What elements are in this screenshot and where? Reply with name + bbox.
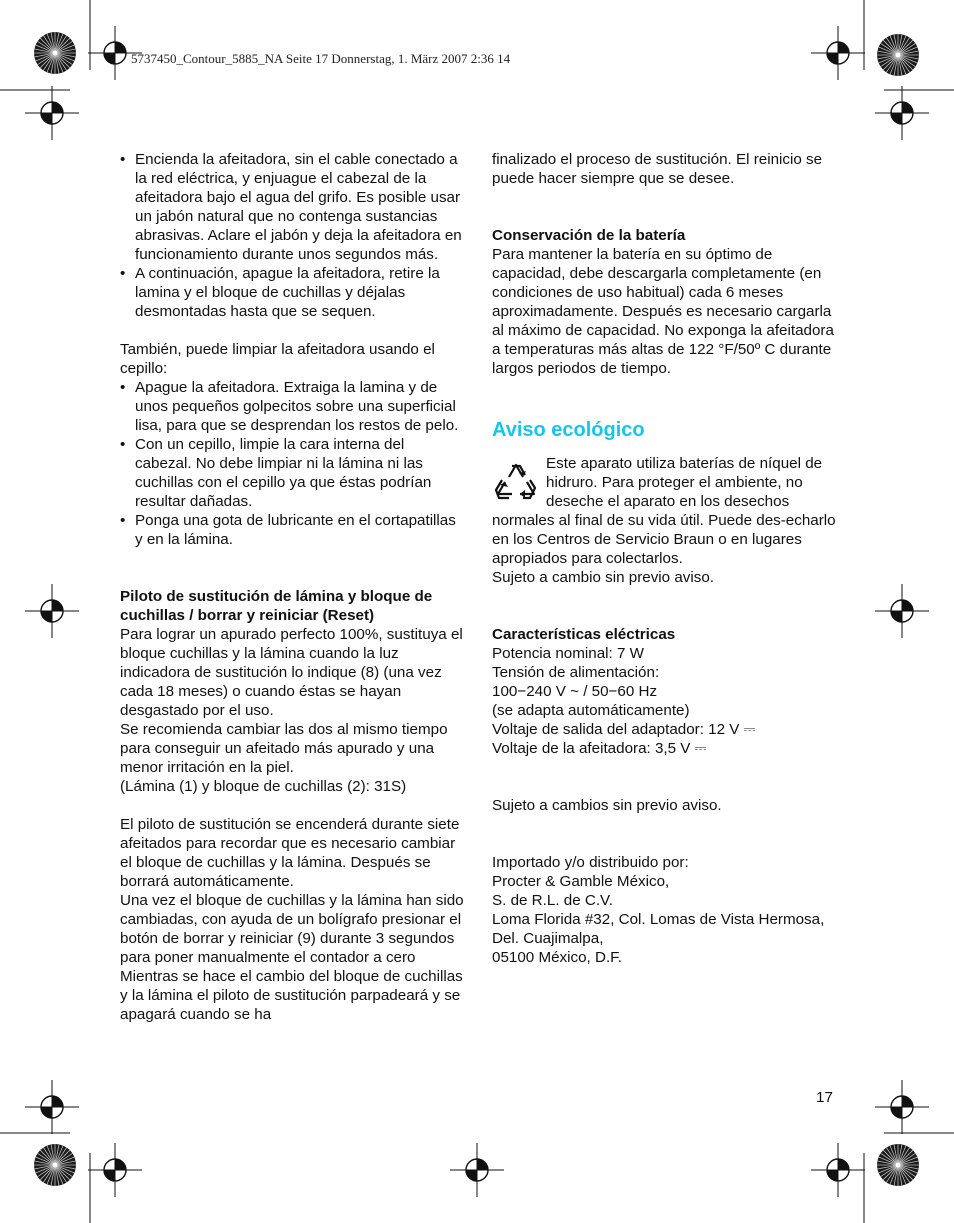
list-item: • Encienda la afeitadora, sin el cable conectado a la red eléctrica, y enjuague el cabezal de la afeitadora bajo el agua del grifo. Es posible usar un jabón natural que no contenga sustancias abrasivas. Aclare el jabón y deja la afeitadora en funcionamiento durante unos segundos más. <box>120 150 465 264</box>
registration-mark-icon <box>25 86 79 140</box>
registration-mark-icon <box>25 1080 79 1134</box>
paragraph: El piloto de sustitución se encenderá durante siete afeitados para recordar que es necesario cambiar el bloque de cuchillas y la lámina. Después se borrará automáticamente. <box>120 816 460 890</box>
right-column <box>492 150 837 967</box>
spec-line: 100−240 V ~ / 50−60 Hz <box>492 683 658 700</box>
importer-line: Importado y/o distribuido por: <box>492 854 689 871</box>
importer-line: Loma Florida #32, Col. Lomas de Vista Hermosa, <box>492 911 825 928</box>
registration-mark-icon <box>875 86 929 140</box>
list-item: • Con un cepillo, limpie la cara interna del cabezal. No debe limpiar ni la lámina ni las cuchillas con el cepillo ya que éstas podrían resultar dañadas. <box>120 435 465 511</box>
list-item: • Ponga una gota de lubricante en el cortapatillas y en la lámina. <box>120 511 465 549</box>
list-item: • Apague la afeitadora. Extraiga la lamina y de unos pequeños golpecitos sobre una superficial lisa, para que se desprendan los restos de pelo. <box>120 378 465 435</box>
spec-line: Voltaje de la afeitadora: 3,5 V ⎓ <box>492 740 707 757</box>
eco-heading: Aviso ecológico <box>492 419 645 441</box>
registration-mark-icon <box>875 1080 929 1134</box>
page-number: 17 <box>816 1089 833 1106</box>
paragraph: Para lograr un apurado perfecto 100%, sustituya el bloque cuchillas y la lámina cuando la luz indicadora de sustitución lo indique (8) (una vez cada 18 meses) o cuando éstas se hayan desgastado por el uso. <box>120 626 463 719</box>
importer-line: Del. Cuajimalpa, <box>492 930 604 947</box>
change-notice: Sujeto a cambios sin previo aviso. <box>492 797 722 814</box>
eco-section <box>492 454 837 587</box>
color-star-icon <box>877 34 919 76</box>
importer-line: 05100 México, D.F. <box>492 949 622 966</box>
registration-mark-icon <box>88 1143 142 1197</box>
eco-notice: Sujeto a cambio sin previo aviso. <box>492 569 715 586</box>
color-star-icon <box>877 1144 919 1186</box>
electrical-heading: Características eléctricas <box>492 626 676 643</box>
spec-line: Tensión de alimentación: <box>492 664 660 681</box>
importer-line: Procter & Gamble México, <box>492 873 670 890</box>
reset-heading: Piloto de sustitución de lámina y bloque de cuchillas / borrar y reiniciar (Reset) <box>120 588 433 624</box>
spec-line: (se adapta automáticamente) <box>492 702 690 719</box>
registration-mark-icon <box>25 584 79 638</box>
eco-text: Este aparato utiliza baterías de níquel de hidruro. Para proteger el ambiente, no deseche el aparato en los desechos normales al final de su vida útil. Puede des-echarlo en los Centros de Servicio Braun o en lugares apropiados para colectarlos. <box>492 455 836 567</box>
registration-mark-icon <box>811 26 865 80</box>
registration-mark-icon <box>811 1143 865 1197</box>
paragraph: (Lámina (1) y bloque de cuchillas (2): 31S) <box>120 778 407 795</box>
paragraph: Para mantener la batería en su óptimo de capacidad, debe descargarla completamente (en condiciones de uso habitual) cada 6 meses aproximadamente. Después es necesario cargarla al máximo de capacidad. No exponga la afeitadora a temperaturas más altas de 122 °F/50º C durante largos periodos de tiempo. <box>492 246 834 377</box>
registration-mark-icon <box>875 584 929 638</box>
left-column <box>120 150 465 1024</box>
spec-line: Potencia nominal: 7 W <box>492 645 644 662</box>
brush-intro: También, puede limpiar la afeitadora usando el cepillo: <box>120 341 435 377</box>
paragraph: finalizado el proceso de sustitución. El reinicio se puede hacer siempre que se desee. <box>492 151 823 187</box>
battery-heading: Conservación de la batería <box>492 227 686 244</box>
importer-line: S. de R.L. de C.V. <box>492 892 614 909</box>
color-star-icon <box>34 1144 76 1186</box>
paragraph: Mientras se hace el cambio del bloque de cuchillas y la lámina el piloto de sustitución parpadeará y se apagará cuando se ha <box>120 968 463 1023</box>
paragraph: Una vez el bloque de cuchillas y la lámina han sido cambiadas, con ayuda de un bolígrafo presionar el botón de borrar y reiniciar (9) durante 3 segundos para poner manualmente el contador a cero <box>120 892 464 966</box>
recycle-icon <box>492 458 540 506</box>
print-slug: 5737450_Contour_5885_NA Seite 17 Donnerstag, 1. März 2007 2:36 14 <box>131 51 511 66</box>
spec-line: Voltaje de salida del adaptador: 12 V ⎓ <box>492 721 756 738</box>
color-star-icon <box>34 32 76 74</box>
registration-mark-icon <box>450 1143 504 1197</box>
paragraph: Se recomienda cambiar las dos al mismo tiempo para conseguir un afeitado más apurado y una menor irritación en la piel. <box>120 721 448 776</box>
list-item: • A continuación, apague la afeitadora, retire la lamina y el bloque de cuchillas y déjalas desmontadas hasta que se sequen. <box>120 264 465 321</box>
